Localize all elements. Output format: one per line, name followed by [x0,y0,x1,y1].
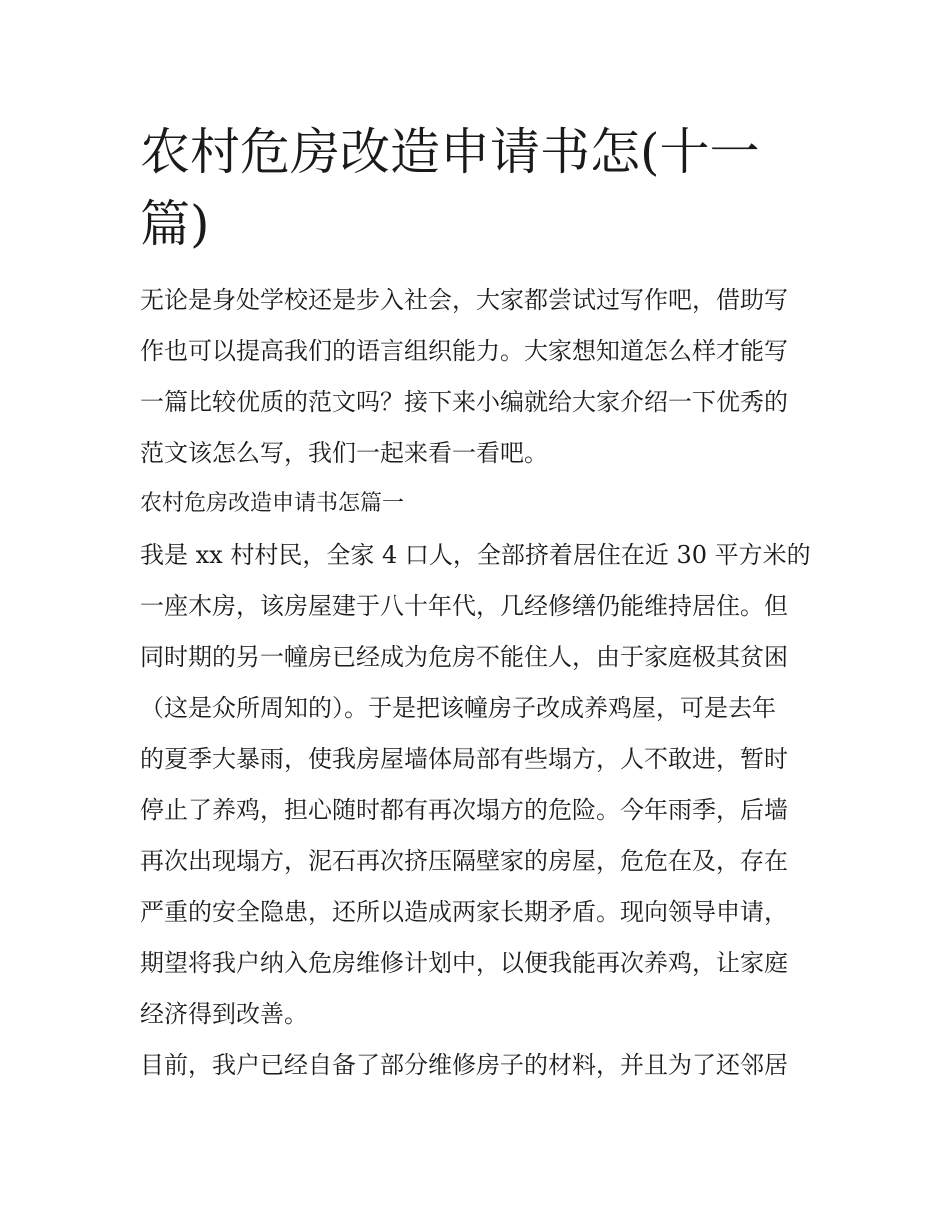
intro-line: 一篇比较优质的范文吗？接下来小编就给大家介绍一下优秀的 [140,388,788,416]
body-line: 同时期的另一幢房已经成为危房不能住人，由于家庭极其贫困 [140,643,788,671]
body-line: 一座木房，该房屋建于八十年代，几经修缮仍能维持居住。但 [140,592,788,620]
body-line: 停止了养鸡，担心随时都有再次塌方的危险。今年雨季，后墙 [140,796,788,824]
body-line: 严重的安全隐患，还所以造成两家长期矛盾。现向领导申请， [140,898,788,926]
intro-line: 作也可以提高我们的语言组织能力。大家想知道怎么样才能写 [140,337,788,365]
body-line: 期望将我户纳入危房维修计划中，以便我能再次养鸡，让家庭 [140,949,788,977]
document-title: 农村危房改造申请书怎(十一篇) [140,123,760,253]
intro-line: 范文该怎么写，我们一起来看一看吧。 [140,439,548,467]
body-line: 再次出现塌方，泥石再次挤压隔壁家的房屋，危危在及，存在 [140,847,788,875]
body-line: 我是 xx 村村民，全家 4 口人，全部挤着居住在近 30 平方米的 [140,541,811,569]
body-line: （这是众所周知的）。于是把该幢房子改成养鸡屋，可是去年 [140,694,776,722]
body-line: 目前，我户已经自备了部分维修房子的材料，并且为了还邻居 [140,1051,788,1079]
intro-line: 无论是身处学校还是步入社会，大家都尝试过写作吧，借助写 [140,286,788,314]
body-line: 经济得到改善。 [140,1000,308,1028]
section-heading: 农村危房改造申请书怎篇一 [140,491,405,516]
body-line: 的夏季大暴雨，使我房屋墙体局部有些塌方，人不敢进，暂时 [140,745,788,773]
